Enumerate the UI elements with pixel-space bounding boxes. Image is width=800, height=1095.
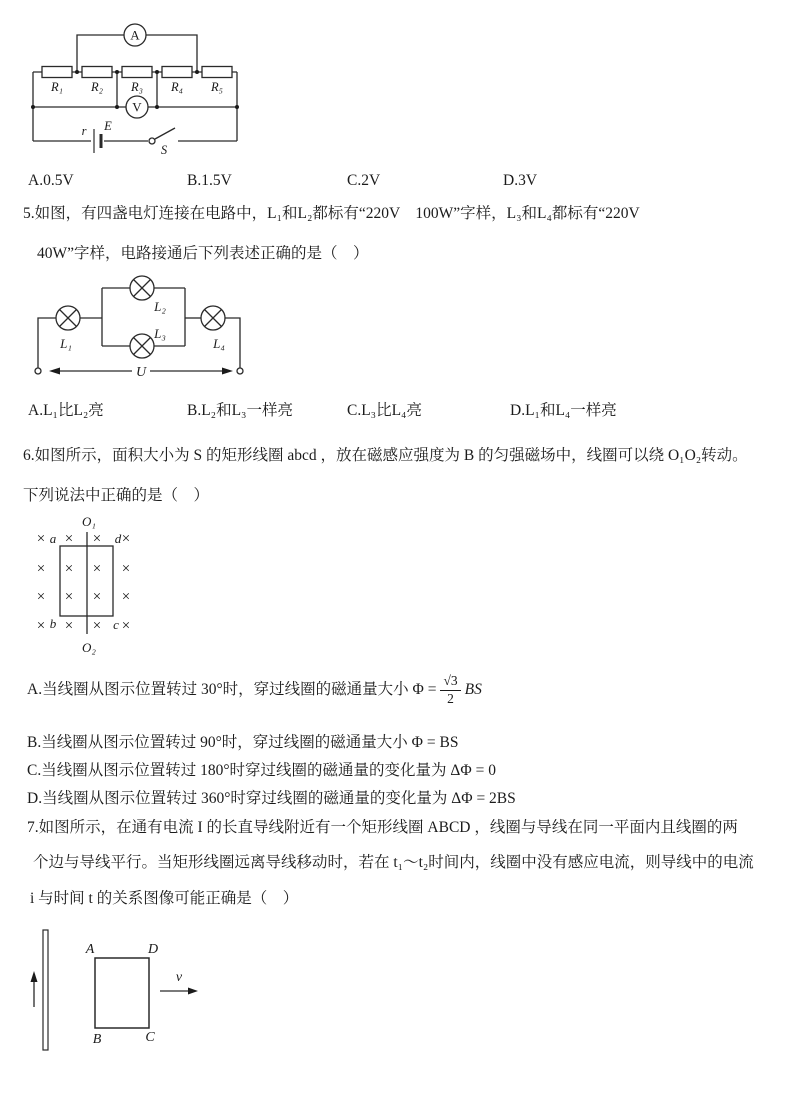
long-straight-wire xyxy=(43,930,48,1050)
flux-into-page-icon: × xyxy=(92,531,102,547)
left-terminal-wire xyxy=(38,318,56,368)
switch-blade xyxy=(155,128,175,139)
right-terminal xyxy=(237,368,243,374)
junction-dot xyxy=(155,70,159,74)
resistor-r4 xyxy=(162,67,192,78)
junction-dot xyxy=(235,105,239,109)
junction-dot xyxy=(155,105,159,109)
q4-circuit-diagram xyxy=(28,22,244,169)
switch-pivot xyxy=(149,138,155,144)
voltmeter-label: V xyxy=(132,99,142,115)
junction-dot xyxy=(115,70,119,74)
q6-option-a xyxy=(27,666,482,714)
corner-d-label: d xyxy=(114,531,122,546)
q6-option-a-prefix: A.当线圈从图示位置转过 30°时，穿过线圈的磁通量大小 Φ = xyxy=(27,681,437,698)
emf-label: E xyxy=(104,119,112,133)
fraction-denominator: 2 xyxy=(447,691,454,706)
corner-a-label: a xyxy=(49,531,57,546)
q4-option-b: B.1.5V xyxy=(187,172,232,189)
q5-text-line-2: 40W”字样，电路接通后下列表述正确的是（ ） xyxy=(37,245,369,262)
flux-into-page-icon: × xyxy=(92,618,102,634)
flux-into-page-icon: × xyxy=(92,561,102,577)
voltage-arrow-right-head xyxy=(222,368,233,375)
corner-c-label: c xyxy=(113,617,119,632)
fraction xyxy=(440,673,460,707)
junction-dot xyxy=(31,105,35,109)
resistor-r3-label: R₃ xyxy=(131,80,143,94)
flux-into-page-icon: × xyxy=(36,561,46,577)
resistor-r1-label: R₁ xyxy=(51,80,63,94)
flux-into-page-icon: × xyxy=(121,561,131,577)
velocity-label: v xyxy=(175,970,183,985)
flux-into-page-icon: × xyxy=(36,618,46,634)
right-terminal-wire xyxy=(225,318,240,368)
resistor-r5 xyxy=(202,67,232,78)
junction-dot xyxy=(75,70,79,74)
q5-option-b: B.L₂和L₃一样亮 xyxy=(187,402,293,419)
axis-top-label: O₁ xyxy=(82,514,96,529)
flux-into-page-icon: × xyxy=(121,589,131,605)
flux-into-page-icon: × xyxy=(121,531,131,547)
corner-a-label: A xyxy=(85,942,95,957)
resistor-r1 xyxy=(42,67,72,78)
q6-text-line-2: 下列说法中正确的是（ ） xyxy=(23,487,210,504)
q5-text-line-1: 5.如图，有四盏电灯连接在电路中，L₁和L₂都标有“220V 100W”字样，L₃和L₄都标有“220V xyxy=(23,205,640,222)
ammeter-label: A xyxy=(130,27,140,43)
q7-text-line-1: 7.如图所示，在通有电流 I 的长直导线附近有一个矩形线圈 ABCD ，线圈与导线在同一平面内且线圈的两 xyxy=(27,819,738,836)
lamp-l3-label: L₃ xyxy=(154,326,166,341)
corner-c-label: C xyxy=(145,1030,155,1045)
fraction-numerator: √3 xyxy=(440,673,460,691)
resistor-r2-label: R₂ xyxy=(91,80,103,94)
resistor-r3 xyxy=(122,67,152,78)
flux-into-page-icon: × xyxy=(36,589,46,605)
axis-bottom-label: O₂ xyxy=(82,640,96,655)
q4-option-a: A.0.5V xyxy=(28,172,74,189)
q5-option-c: C.L₃比L₄亮 xyxy=(347,402,422,419)
q5-options-row xyxy=(28,401,617,421)
voltage-arrow-left-head xyxy=(49,368,60,375)
flux-into-page-icon: × xyxy=(64,618,74,634)
lamp-l1-label: L₁ xyxy=(60,336,72,351)
q4-option-d: D.3V xyxy=(503,172,538,189)
velocity-arrow-head xyxy=(188,988,198,995)
flux-into-page-icon: × xyxy=(92,589,102,605)
corner-b-label: B xyxy=(92,1032,102,1047)
junction-dot xyxy=(115,105,119,109)
q4-options-row xyxy=(28,171,537,191)
q7-text-line-2: 个边与导线平行。当矩形线圈远离导线移动时，若在 t₁～t₂时间内，线圈中没有感应电流，则导线中的电流 xyxy=(33,854,754,871)
q6-text-line-1: 6.如图所示，面积大小为 S 的矩形线圈 abcd ，放在磁感应强度为 B 的匀强磁场中，线圈可以绕 O₁O₂转动。 xyxy=(23,447,748,464)
flux-into-page-icon: × xyxy=(64,589,74,605)
flux-into-page-icon: × xyxy=(36,531,46,547)
corner-b-label: b xyxy=(49,616,57,631)
flux-into-page-icon: × xyxy=(121,618,131,634)
left-terminal xyxy=(35,368,41,374)
flux-into-page-icon: × xyxy=(64,561,74,577)
lamp-l4-label: L₄ xyxy=(213,336,225,351)
q5-lamp-circuit-diagram xyxy=(28,274,244,396)
flux-into-page-icon: × xyxy=(64,531,74,547)
lamp-l2-label: L₂ xyxy=(154,299,166,314)
junction-dot xyxy=(195,70,199,74)
current-direction-arrow-head xyxy=(31,971,38,982)
resistor-r2 xyxy=(82,67,112,78)
resistor-r5-label: R₅ xyxy=(211,80,223,94)
internal-resistance-label: r xyxy=(81,124,87,138)
coil-abcd-outline xyxy=(95,958,149,1028)
q5-option-a: A.L₁比L₂亮 xyxy=(28,402,104,419)
voltage-label: U xyxy=(135,365,147,380)
q7-text-line-3: i 与时间 t 的关系图像可能正确是（ ） xyxy=(30,890,299,907)
q6-option-d: D.当线圈从图示位置转过 360°时穿过线圈的磁通量的变化量为 ΔΦ = 2BS xyxy=(27,790,516,807)
q6-option-a-suffix: BS xyxy=(464,681,482,698)
q5-option-d: D.L₁和L₄一样亮 xyxy=(510,402,617,419)
resistor-r4-label: R₄ xyxy=(171,80,183,94)
switch-label: S xyxy=(160,143,168,157)
q4-option-c: C.2V xyxy=(347,172,381,189)
q6-option-c: C.当线圈从图示位置转过 180°时穿过线圈的磁通量的变化量为 ΔΦ = 0 xyxy=(27,762,496,779)
q7-wire-coil-diagram xyxy=(20,925,210,1065)
q6-option-b: B.当线圈从图示位置转过 90°时，穿过线圈的磁通量大小 Φ = BS xyxy=(27,734,459,751)
q6-field-coil-diagram xyxy=(20,510,180,660)
corner-d-label: D xyxy=(147,942,159,957)
